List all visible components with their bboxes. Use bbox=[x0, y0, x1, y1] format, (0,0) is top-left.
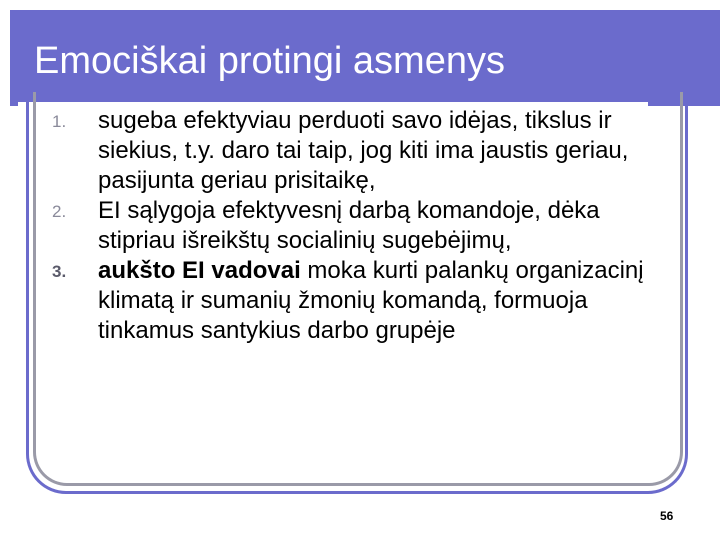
slide-title: Emociškai protingi asmenys bbox=[34, 40, 505, 82]
list-item-number: 3. bbox=[52, 262, 67, 281]
list-item-text: sugeba efektyviau perduoti savo idėjas, tikslus ir siekius, t.y. daro tai taip, jog kiti ima jaustis geriau, pasijunta geriau prisitaikę, bbox=[98, 107, 629, 194]
list-item bbox=[52, 256, 672, 346]
list-item-number: 1. bbox=[52, 112, 67, 131]
list-item-text: EI sąlygoja efektyvesnį darbą komandoje, dėka stipriau išreikštų socialinių sugebėjimų, bbox=[98, 197, 600, 254]
numbered-list bbox=[52, 106, 672, 346]
page-number: 56 bbox=[660, 509, 674, 523]
list-item-bold-text: aukšto EI vadovai bbox=[98, 257, 301, 284]
list-item bbox=[52, 106, 672, 196]
list-item-text bbox=[98, 256, 672, 346]
list-item-number: 2. bbox=[52, 202, 67, 221]
list-item-rest-text: moka kurti palankų organizacinį klimatą ir sumanių žmonių komandą, formuoja tinkamus santykius darbo grupėje bbox=[98, 257, 644, 344]
list-item bbox=[52, 196, 672, 256]
